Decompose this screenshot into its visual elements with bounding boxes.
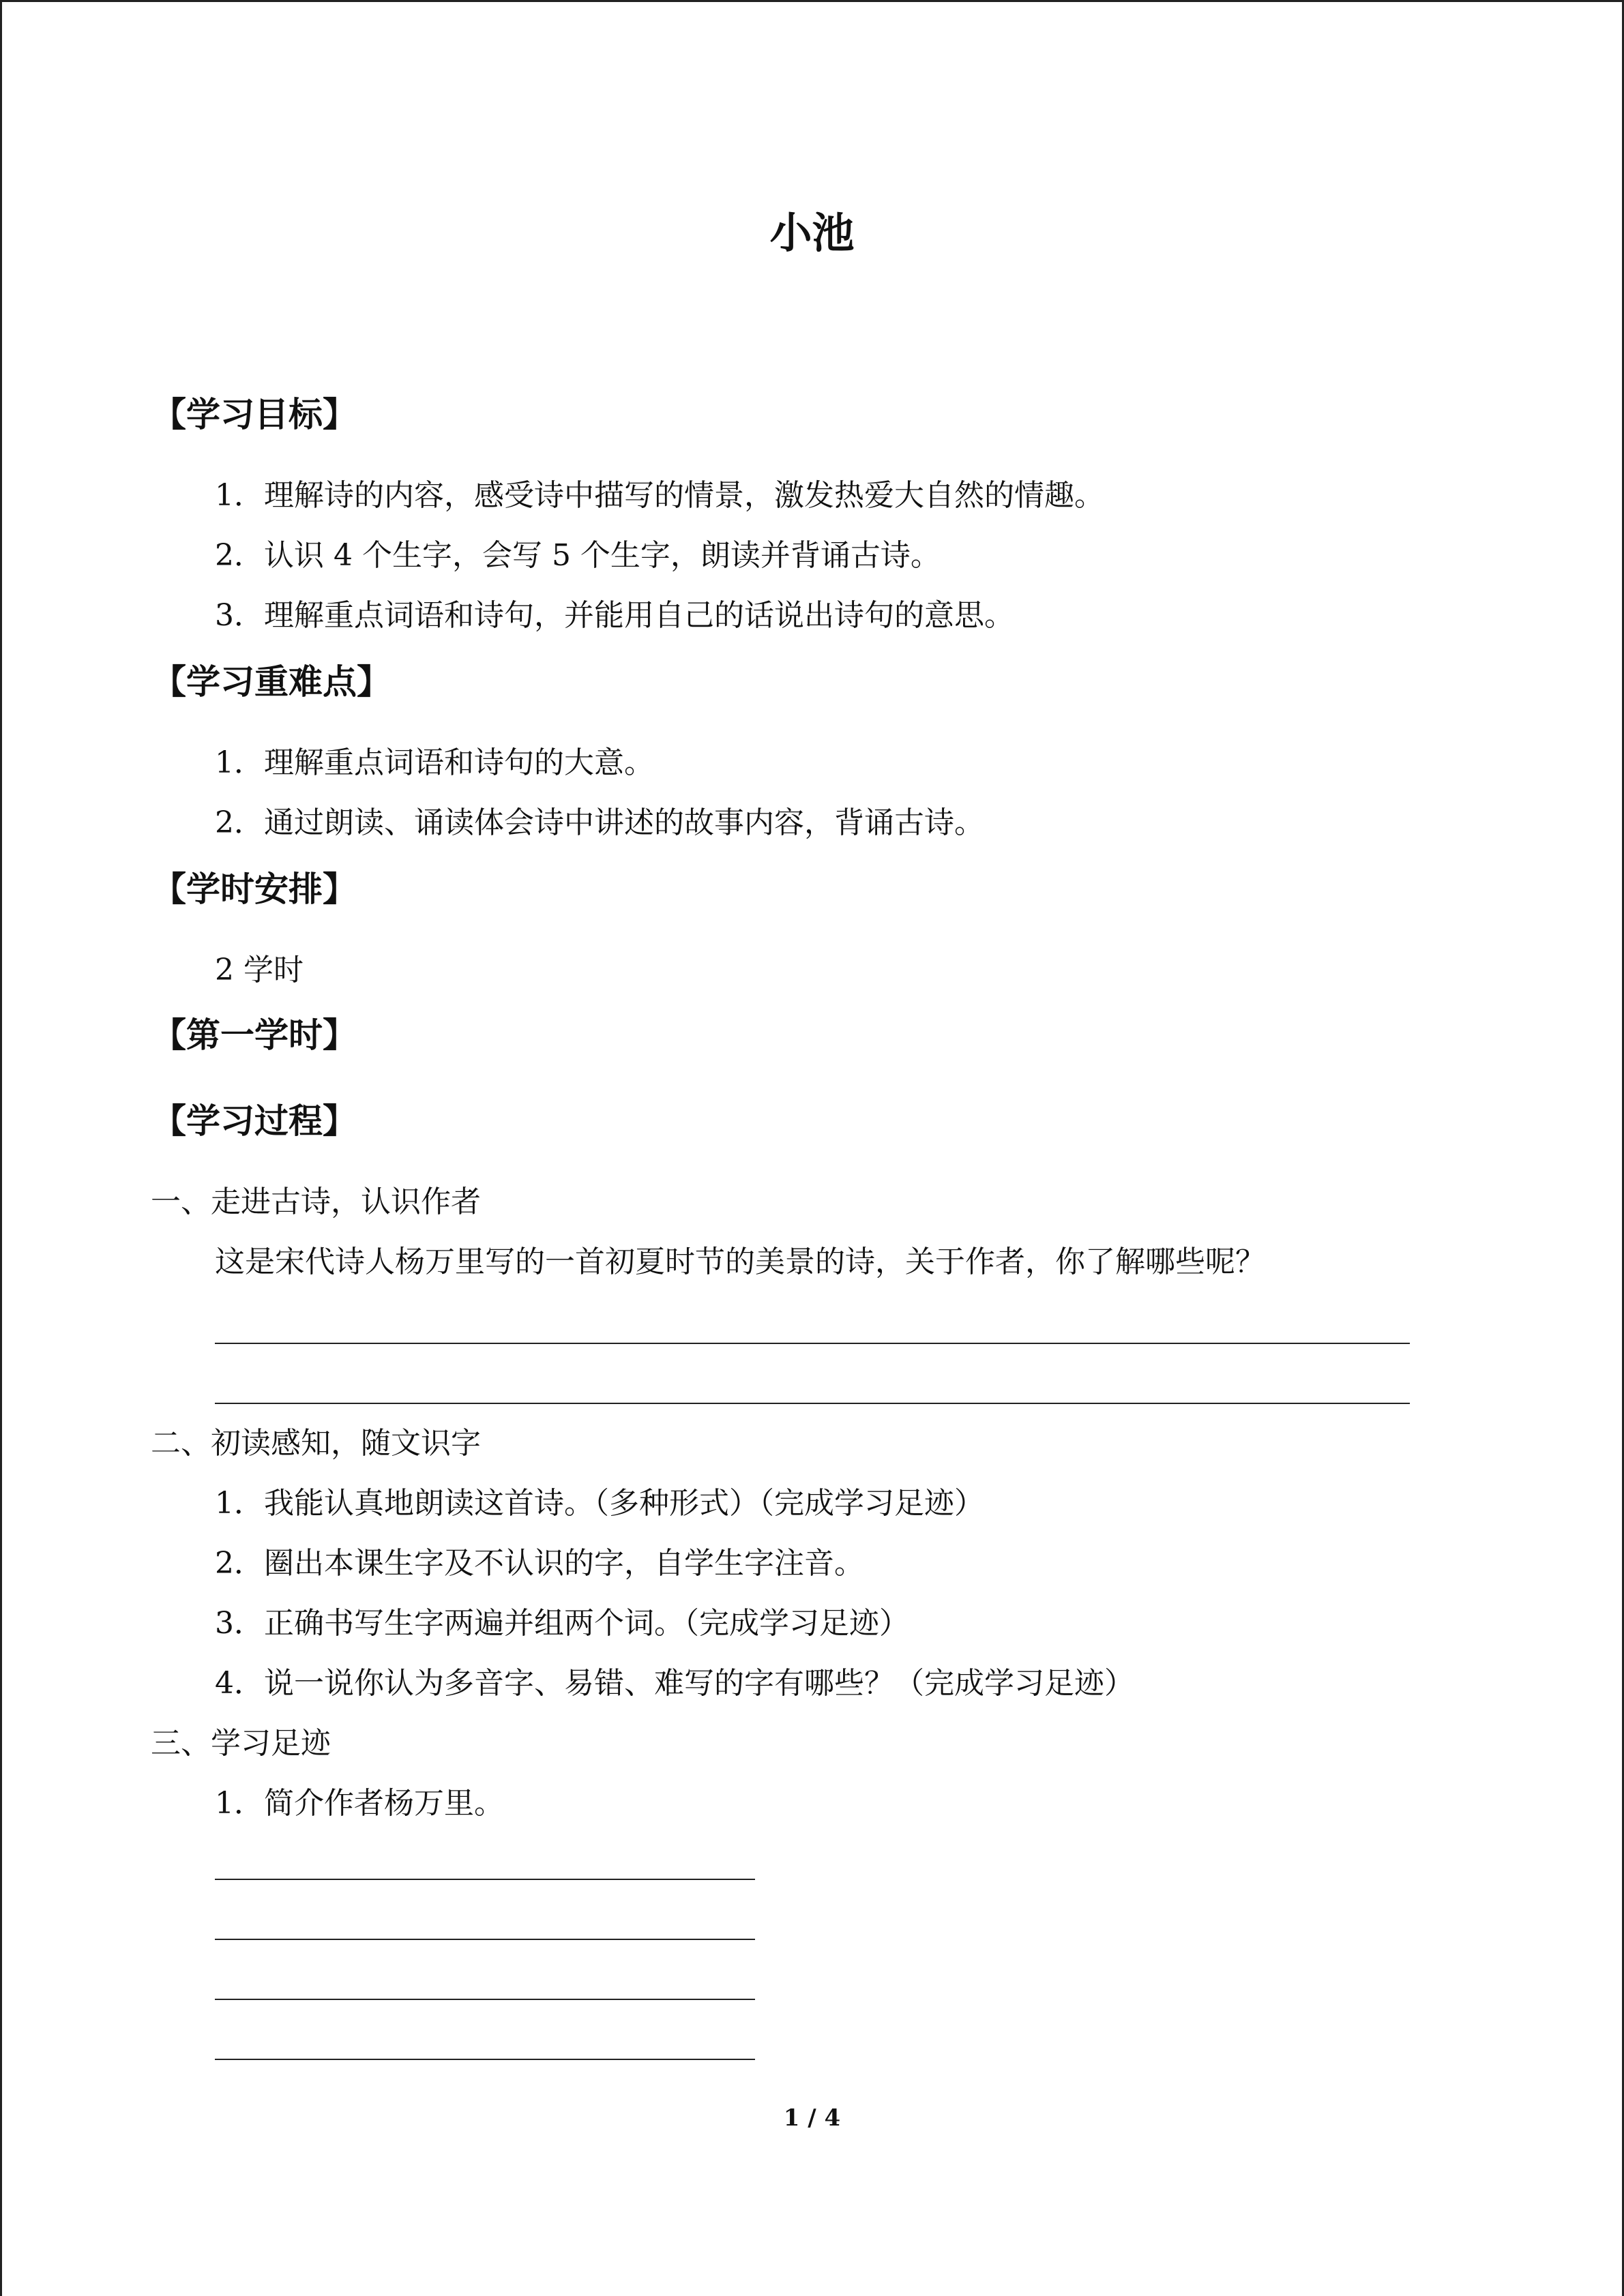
key-point-item-1: 1．理解重点词语和诗句的大意。 (215, 745, 654, 780)
part2-title: 二、初读感知，随文识字 (151, 1426, 481, 1461)
heading-first-period: 【第一学时】 (152, 1015, 357, 1055)
heading-key-points: 【学习重难点】 (152, 661, 391, 702)
part1-title: 一、走进古诗，认识作者 (151, 1184, 481, 1219)
answer-line (215, 2059, 755, 2060)
heading-process: 【学习过程】 (152, 1101, 357, 1141)
answer-line (215, 1879, 755, 1880)
part3-title: 三、学习足迹 (151, 1726, 331, 1761)
answer-line (215, 1939, 755, 1940)
answer-line (215, 1403, 1410, 1404)
schedule-text: 2 学时 (215, 953, 304, 987)
part2-item-3: 3．正确书写生字两遍并组两个词。（完成学习足迹） (215, 1606, 909, 1641)
part1-question: 这是宋代诗人杨万里写的一首初夏时节的美景的诗，关于作者，你了解哪些呢？ (215, 1244, 1265, 1279)
goal-item-2: 2．认识 4 个生字，会写 5 个生字，朗读并背诵古诗。 (215, 538, 941, 573)
answer-line (215, 1999, 755, 2000)
key-point-item-2: 2．通过朗读、诵读体会诗中讲述的故事内容，背诵古诗。 (215, 805, 984, 840)
heading-schedule: 【学时安排】 (152, 869, 357, 909)
page-number: 1 / 4 (783, 2104, 841, 2132)
heading-goals: 【学习目标】 (152, 394, 357, 434)
part2-item-1: 1．我能认真地朗读这首诗。（多种形式）（完成学习足迹） (215, 1486, 984, 1521)
part2-item-4: 4．说一说你认为多音字、易错、难写的字有哪些？（完成学习足迹） (215, 1666, 1134, 1701)
page-title: 小池 (769, 208, 855, 258)
part3-item-1: 1．简介作者杨万里。 (215, 1786, 504, 1821)
answer-line (215, 1343, 1410, 1344)
goal-item-3: 3．理解重点词语和诗句，并能用自己的话说出诗句的意思。 (215, 598, 1014, 633)
part2-item-2: 2．圈出本课生字及不认识的字，自学生字注音。 (215, 1546, 864, 1581)
goal-item-1: 1．理解诗的内容，感受诗中描写的情景，激发热爱大自然的情趣。 (215, 478, 1104, 513)
